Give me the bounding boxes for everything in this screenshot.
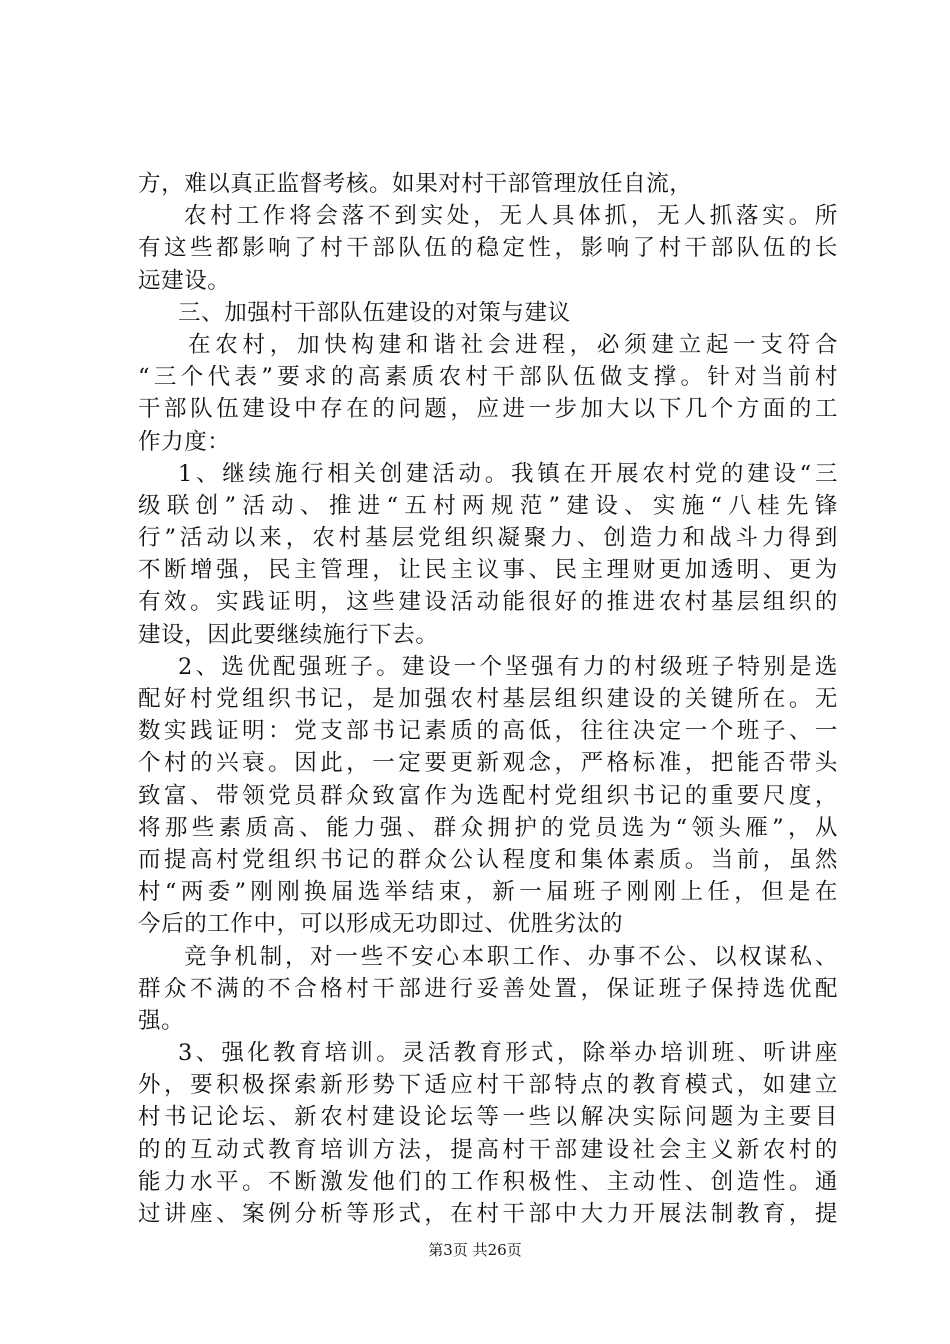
text-line: “三个代表”要求的高素质农村干部队伍做支撑。针对当前村 [138,364,838,391]
text-line: 数实践证明：党支部书记素质的高低，往往决定一个班子、一 [138,718,838,745]
text-line: 将那些素质高、能力强、群众拥护的党员选为“领头雁”，从 [138,814,838,841]
text-line: 2、选优配强班子。建设一个坚强有力的村级班子特别是选 [178,653,838,680]
text-line: 个村的兴衰。因此，一定要更新观念，严格标准，把能否带头 [138,750,838,777]
text-line: 1、继续施行相关创建活动。我镇在开展农村党的建设“三 [178,460,838,487]
text-line: 强。 [138,1007,185,1034]
text-line: 过讲座、案例分析等形式，在村干部中大力开展法制教育，提 [138,1201,838,1227]
text-line: 今后的工作中，可以形成无功即过、优胜劣汰的 [138,911,624,938]
text-line: 干部队伍建设中存在的问题，应进一步加大以下几个方面的工 [138,396,838,423]
text-line: 方，难以真正监督考核。如果对村干部管理放任自流， [138,171,693,197]
text-line: 有这些都影响了村干部队伍的稳定性，影响了村干部队伍的长 [138,235,838,262]
text-line: 农村工作将会落不到实处，无人具体抓，无人抓落实。所 [184,203,838,230]
text-line: 建设，因此要继续施行下去。 [138,621,439,648]
text-line: 远建设。 [138,267,231,294]
page-footer: 第3页 共26页 [428,1241,522,1259]
text-line: 而提高村党组织书记的群众公认程度和集体素质。当前，虽然 [138,846,838,873]
text-line: 村书记论坛、新农村建设论坛等一些以解决实际问题为主要目 [138,1104,838,1131]
text-line: 作力度： [138,428,231,455]
text-line: 配好村党组织书记，是加强农村基层组织建设的关键所在。无 [138,686,838,712]
text-line: 三、加强村干部队伍建设的对策与建议 [178,299,571,326]
text-line: 有效。实践证明，这些建设活动能很好的推进农村基层组织的 [138,589,838,616]
text-line: 的的互动式教育培训方法，提高村干部建设社会主义新农村的 [138,1136,838,1163]
text-line: 群众不满的不合格村干部进行妥善处置，保证班子保持选优配 [138,975,838,1002]
text-line: 行”活动以来，农村基层党组织凝聚力、创造力和战斗力得到 [138,525,838,552]
text-line: 致富、带领党员群众致富作为选配村党组织书记的重要尺度， [138,782,838,809]
text-line: 村“两委”刚刚换届选举结束，新一届班子刚刚上任，但是在 [138,879,838,906]
text-line: 在农村，加快构建和谐社会进程，必须建立起一支符合 [188,331,838,358]
text-line: 3、强化教育培训。灵活教育形式，除举办培训班、听讲座 [178,1040,838,1067]
text-line: 竞争机制，对一些不安心本职工作、办事不公、以权谋私、 [184,943,838,970]
body-text [138,168,838,1230]
text-line: 能力水平。不断激发他们的工作积极性、主动性、创造性。通 [138,1168,838,1195]
text-line: 不断增强，民主管理，让民主议事、民主理财更加透明、更为 [138,557,838,584]
text-line: 级联创”活动、推进“五村两规范”建设、实施“八桂先锋 [138,492,838,519]
text-line: 外，要积极探索新形势下适应村干部特点的教育模式，如建立 [138,1072,838,1099]
